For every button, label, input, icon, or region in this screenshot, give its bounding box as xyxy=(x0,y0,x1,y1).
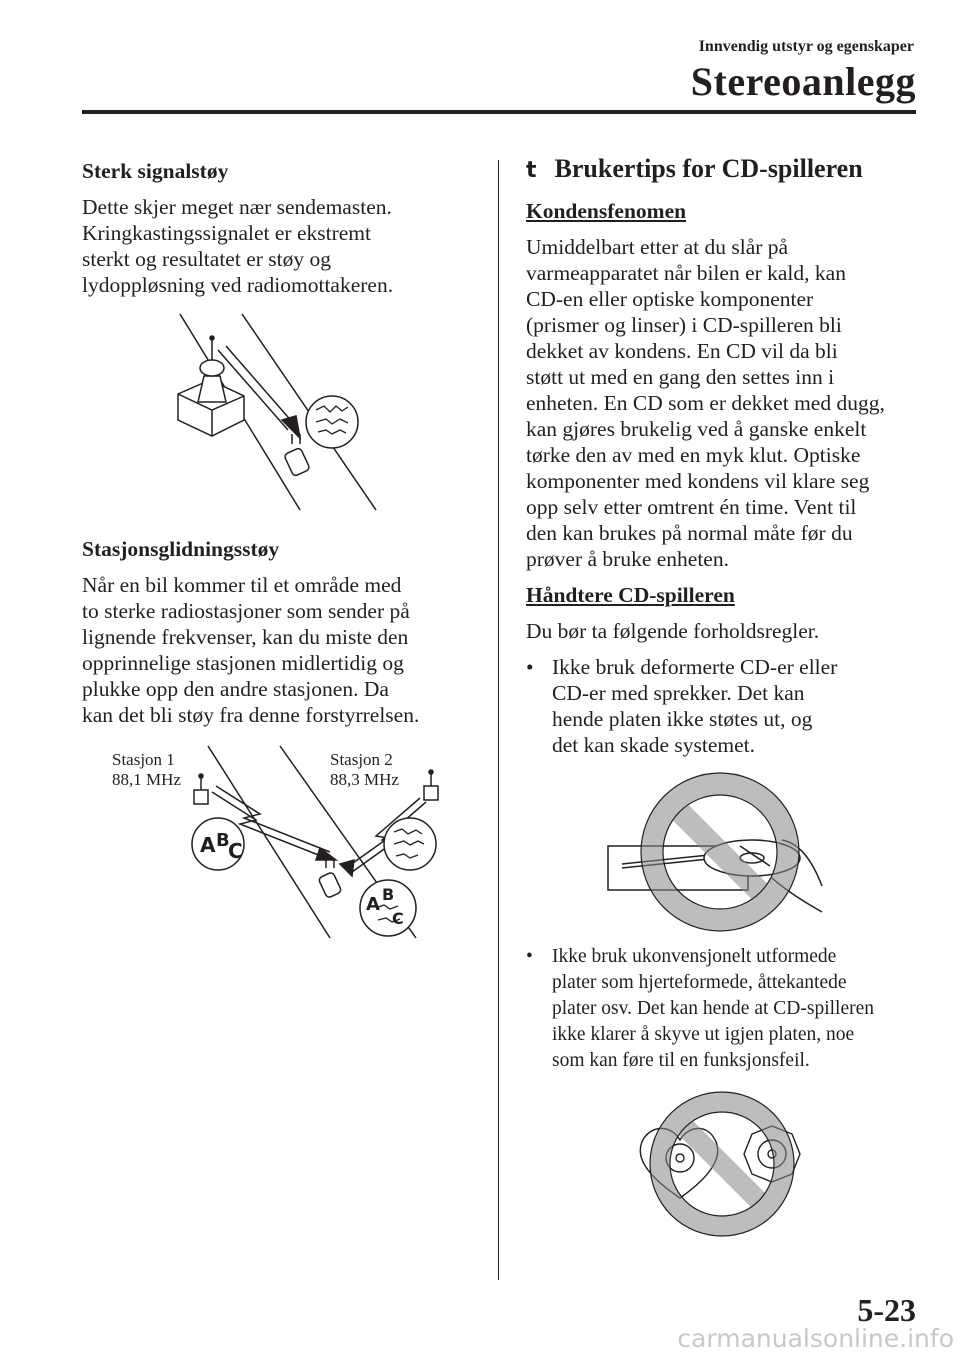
watermark: carmanualsonline.info xyxy=(677,1324,954,1353)
station2-name: Stasjon 2 xyxy=(330,750,393,769)
line: hende platen ikke støtes ut, og xyxy=(552,707,813,731)
running-header-title: Stereoanlegg xyxy=(690,59,916,104)
line: sterkt og resultatet er støy og xyxy=(82,247,331,271)
line: ikke klarer å skyve ut igjen platen, noe xyxy=(552,1024,855,1045)
line: opprinnelige stasjonen midlertidig og xyxy=(82,651,404,675)
paragraph-station-drift xyxy=(82,572,492,728)
line: støtt ut med en gang den settes inn i xyxy=(526,365,835,389)
line: den kan brukes på normal måte før du xyxy=(526,521,853,545)
bullet-unconventional-discs xyxy=(526,944,936,1074)
line: enheten. En CD som er dekket med dugg, xyxy=(526,391,885,415)
bullet-symbol: • xyxy=(526,655,534,679)
line: Ikke bruk deformerte CD-er eller xyxy=(552,655,838,679)
station-drift-illustration xyxy=(180,740,450,940)
line: dekket av kondens. En CD vil da bli xyxy=(526,339,838,363)
bullet-text xyxy=(552,654,837,758)
line: (prismer og linser) i CD-spilleren bli xyxy=(526,313,842,337)
svg-text:C: C xyxy=(392,909,404,928)
line: CD-en eller optiske komponenter xyxy=(526,287,814,311)
station1-label xyxy=(112,750,181,790)
station1-name: Stasjon 1 xyxy=(112,750,175,769)
svg-text:A: A xyxy=(366,894,380,915)
paragraph-condensation xyxy=(526,234,926,572)
no-cracked-cd-illustration xyxy=(602,768,834,936)
line: lydoppløsning ved radiomottakeren. xyxy=(82,273,394,297)
subheading-condensation: Kondensfenomen xyxy=(526,199,687,223)
line: opp selv etter omtrent én time. Vent til xyxy=(526,495,857,519)
column-divider xyxy=(498,160,499,1280)
svg-text:B: B xyxy=(382,885,395,904)
line: Dette skjer meget nær sendemasten. xyxy=(82,195,392,219)
no-shaped-discs-illustration xyxy=(630,1088,814,1240)
line: CD-er med sprekker. Det kan xyxy=(552,681,805,705)
line: Ikke bruk ukonvensjonelt utformede xyxy=(552,946,837,967)
left-column-bottom xyxy=(82,536,492,738)
subheading-handling: Håndtere CD-spilleren xyxy=(526,583,735,607)
section-marker: t xyxy=(526,158,537,183)
station2-frequency: 88,3 MHz xyxy=(330,770,399,789)
heading-station-drift-noise: Stasjonsglidningsstøy xyxy=(82,537,280,561)
left-column-top xyxy=(82,158,482,308)
page-number: 5-23 xyxy=(857,1292,916,1328)
line: Umiddelbart etter at du slår på xyxy=(526,235,789,259)
svg-text:B: B xyxy=(216,830,230,851)
line: plater som hjerteformede, åttekantede xyxy=(552,972,847,993)
section-heading-cd-tips xyxy=(526,156,926,184)
bullet-text xyxy=(552,944,874,1074)
line: det kan skade systemet. xyxy=(552,733,756,757)
bullet-unconventional-discs-wrap xyxy=(526,944,936,1084)
line: kan det bli støy fra denne forstyrrelsen. xyxy=(82,703,420,727)
svg-text:A: A xyxy=(200,833,216,857)
line: prøver å bruke enheten. xyxy=(526,547,729,571)
line: kan gjøres brukelig ved å ganske enkelt xyxy=(526,417,867,441)
line: komponenter med kondens vil klare seg xyxy=(526,469,870,493)
line: tørke den av med en myk klut. Optiske xyxy=(526,443,861,467)
bullet-symbol: • xyxy=(526,946,533,967)
header-rule xyxy=(82,110,916,114)
paragraph-strong-signal xyxy=(82,194,482,298)
line: plukke opp den andre stasjonen. Da xyxy=(82,677,389,701)
strong-signal-illustration xyxy=(170,310,390,516)
line: plater osv. Det kan hende at CD-spilleren xyxy=(552,998,875,1019)
right-column xyxy=(526,156,926,768)
line: varmeapparatet når bilen er kald, kan xyxy=(526,261,846,285)
line: Når en bil kommer til et område med xyxy=(82,573,402,597)
heading-strong-signal-noise: Sterk signalstøy xyxy=(82,159,229,183)
running-header-section: Innvendig utstyr og egenskaper xyxy=(698,38,914,55)
svg-text:C: C xyxy=(228,839,243,863)
paragraph-precautions: Du bør ta følgende forholdsregler. xyxy=(526,619,820,643)
bullet-deformed-cds xyxy=(526,654,926,758)
line: Kringkastingssignalet er ekstremt xyxy=(82,221,371,245)
section-heading-text: Brukertips for CD-spilleren xyxy=(554,154,863,183)
station1-frequency: 88,1 MHz xyxy=(112,770,181,789)
line: som kan føre til en funksjonsfeil. xyxy=(552,1050,810,1071)
line: lignende frekvenser, kan du miste den xyxy=(82,625,409,649)
line: to sterke radiostasjoner som sender på xyxy=(82,599,410,623)
